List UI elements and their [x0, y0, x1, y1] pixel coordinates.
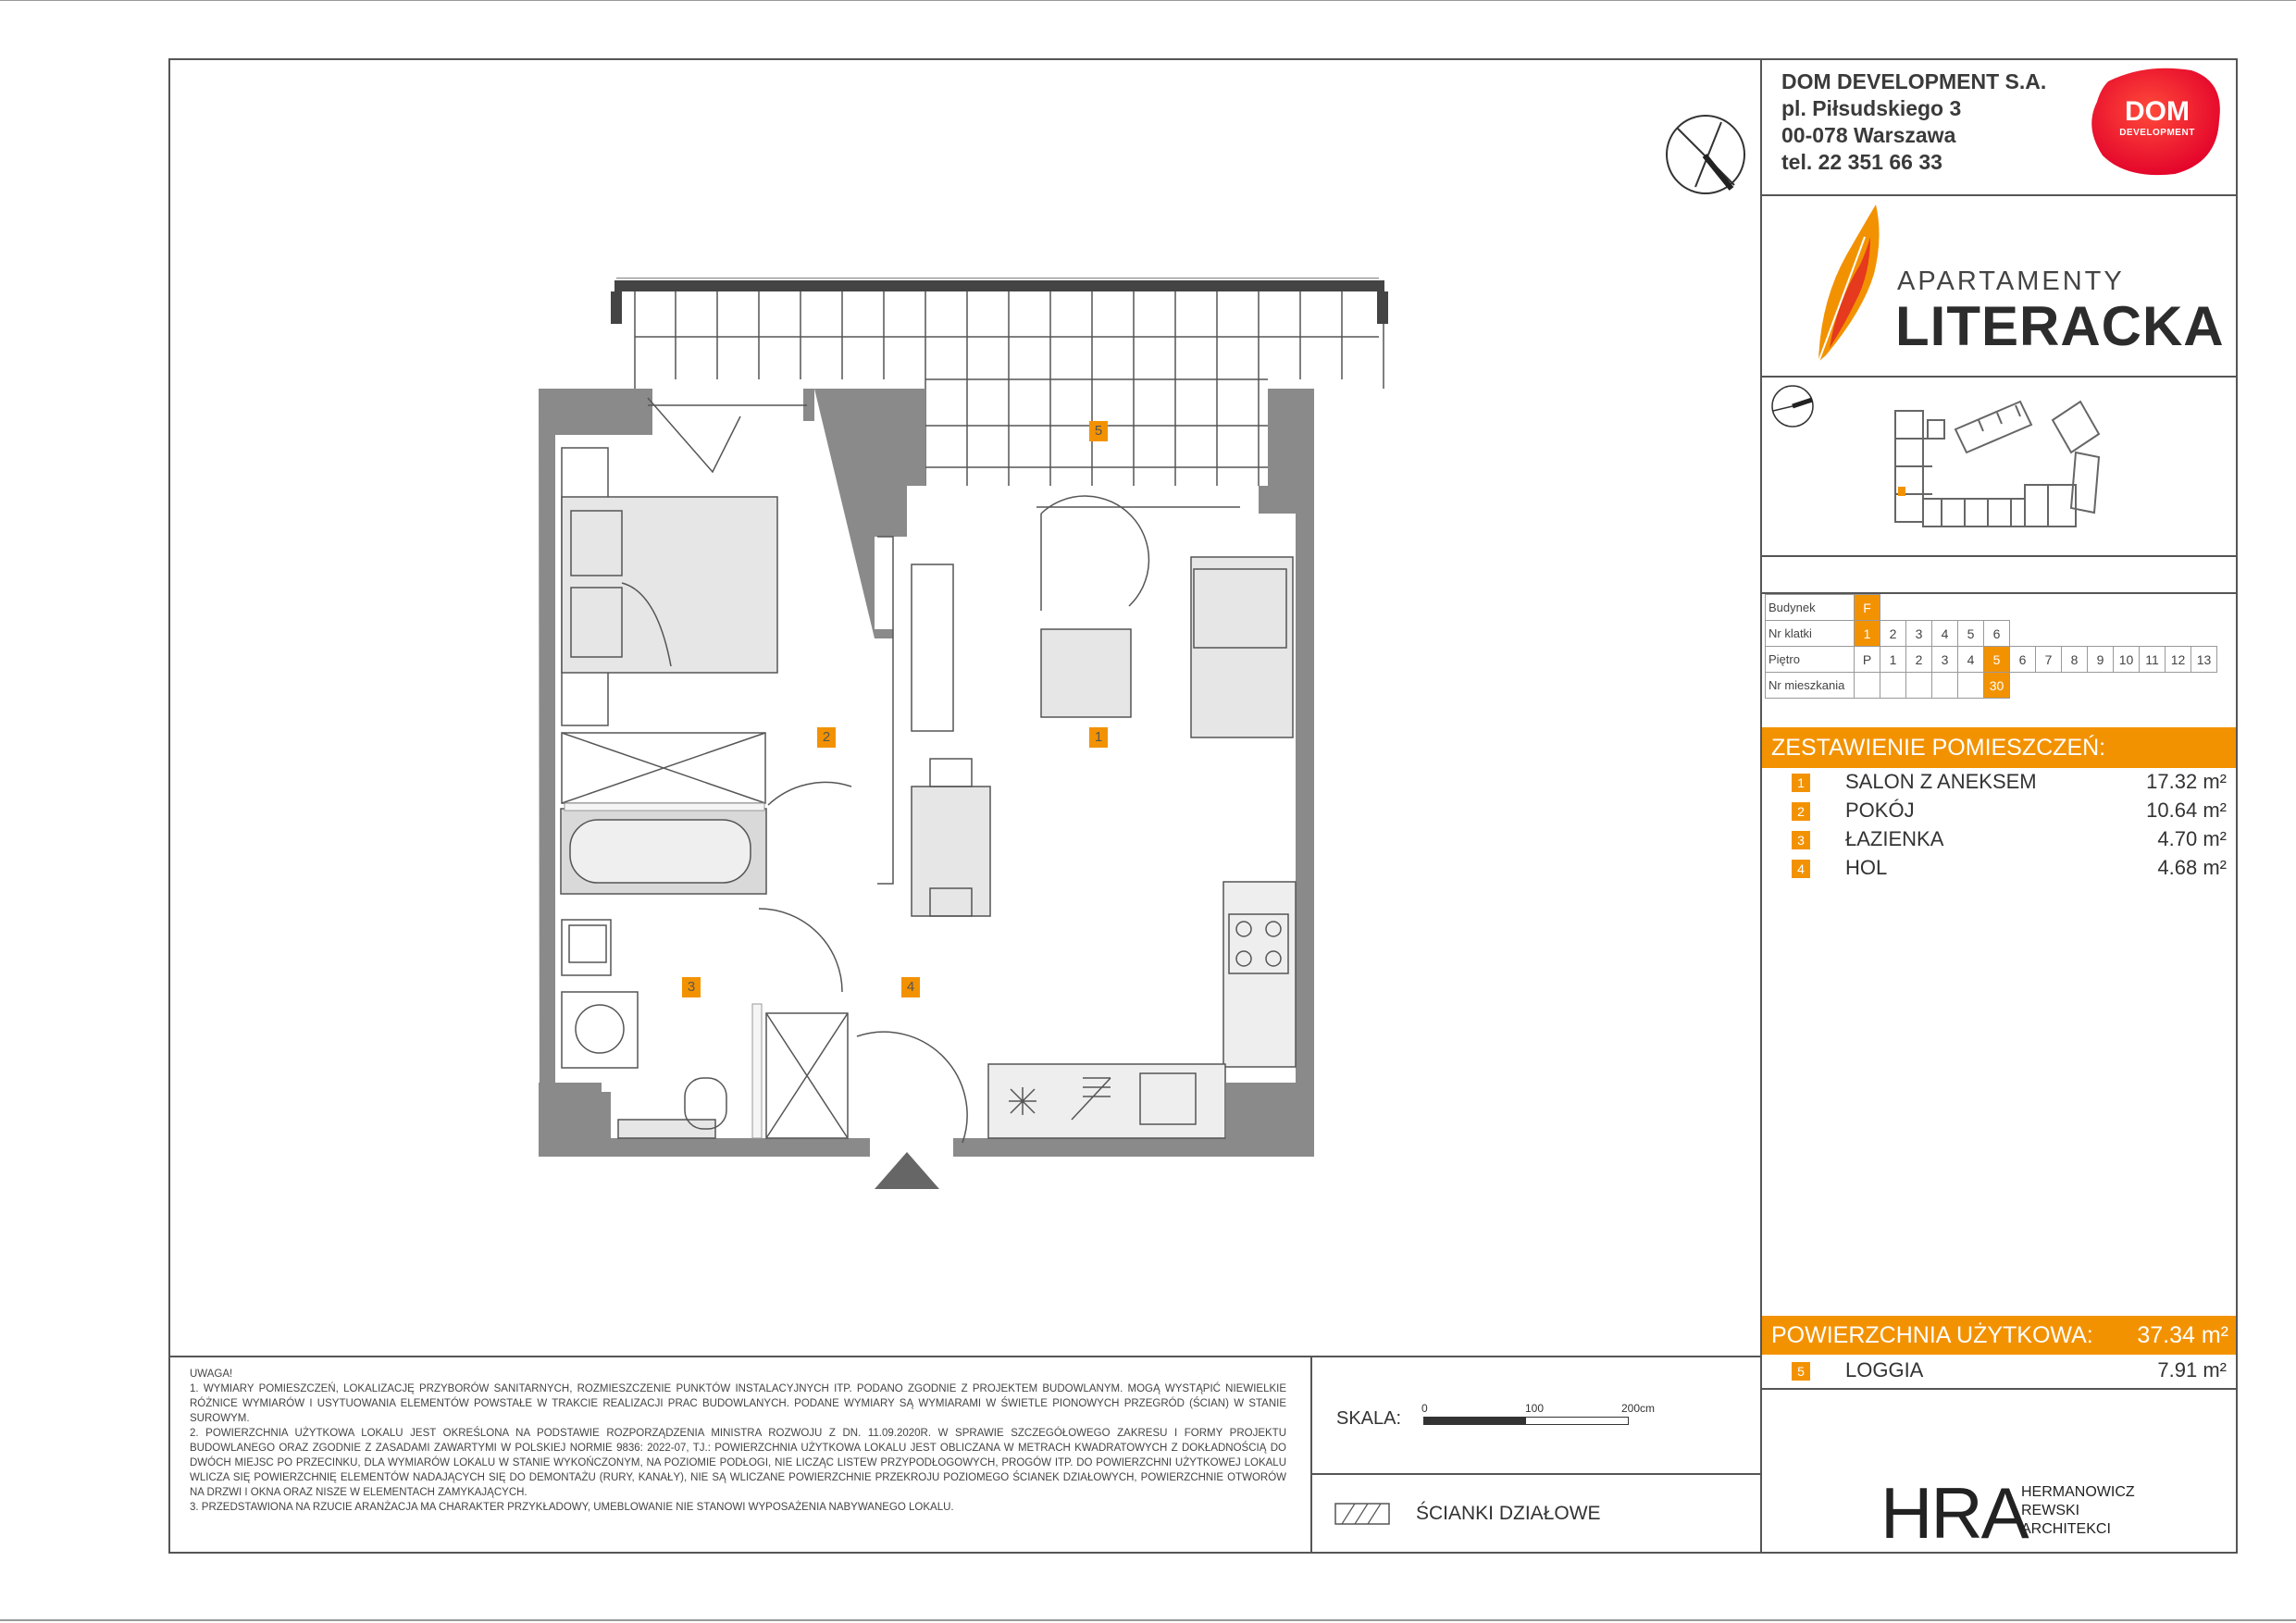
room-area: 17.32 m² — [2146, 770, 2227, 793]
divider — [1760, 194, 2238, 196]
grid-row — [1766, 595, 2217, 621]
grid-cell: 11 — [2140, 647, 2166, 673]
grid-cell: 3 — [1906, 621, 1932, 647]
grid-row-label: Nr mieszkania — [1766, 673, 1855, 699]
divider — [168, 1356, 1762, 1357]
plan-label-pokoj: 2 — [817, 727, 836, 748]
room-area: 7.91 m² — [2157, 1358, 2227, 1381]
grid-cell — [1855, 673, 1880, 699]
company-name: DOM DEVELOPMENT S.A. — [1781, 69, 2047, 93]
scale-tick-0: 0 — [1421, 1402, 1428, 1415]
architect-line: HERMANOWICZ — [2021, 1484, 2135, 1500]
room-row — [1762, 825, 2236, 855]
room-row — [1762, 854, 2236, 884]
total-bar — [1762, 1316, 2236, 1355]
grid-cell: 3 — [1932, 647, 1958, 673]
room-area: 4.68 m² — [2157, 856, 2227, 879]
grid-cell: P — [1855, 647, 1880, 673]
grid-cell: 8 — [2062, 647, 2088, 673]
company-street: pl. Piłsudskiego 3 — [1781, 96, 1962, 120]
grid-cell: F — [1855, 595, 1880, 621]
architect-logo: HRA — [1880, 1472, 2028, 1554]
room-name: LOGGIA — [1845, 1358, 1924, 1381]
grid-cell — [1958, 673, 1984, 699]
grid-cell — [1932, 673, 1958, 699]
project-line2: LITERACKA — [1895, 295, 2225, 357]
grid-cell: 13 — [2191, 647, 2217, 673]
grid-row-label: Piętro — [1766, 647, 1855, 673]
grid-cell: 6 — [1984, 621, 2010, 647]
divider — [1760, 1388, 2238, 1390]
scale-label: SKALA: — [1336, 1408, 1402, 1429]
grid-row — [1766, 647, 2217, 673]
room-area: 4.70 m² — [2157, 827, 2227, 850]
grid-cell: 5 — [1958, 621, 1984, 647]
room-row — [1762, 768, 2236, 798]
grid-cell: 12 — [2166, 647, 2191, 673]
room-name: ŁAZIENKA — [1845, 827, 1944, 850]
grid-cell: 7 — [2036, 647, 2062, 673]
room-row-loggia — [1762, 1357, 2236, 1386]
divider — [1310, 1473, 1762, 1475]
company-phone: tel. 22 351 66 33 — [1781, 150, 1942, 174]
note-item: 1. WYMIARY POMIESZCZEŃ, LOKALIZACJĘ PRZYBORÓW SANITARNYCH, ROZMIESZCZENIE PUNKTÓW INSTALACYJNYCH ITP. PODANO ZGODNIE Z PROJEKTEM BUDOWLANYM. MOGĄ WYSTĄPIĆ NIEWIELKIE RÓŻNICE WYMIARÓW I USYTUOWANIA ELEMENTÓW POWSTAŁE W TRAKCIE REALIZACJI PRAC BUDOWLANYCH. PODANE WYMIARY SĄ WYMIARAMI W ŚWIETLE PIONOWYCH PRZEGRÓD (ŚCIAN) W STANIE SUROWYM. — [190, 1383, 1286, 1424]
selection-grid — [1765, 594, 2217, 699]
hatch-legend-icon — [1334, 1503, 1390, 1525]
room-number: 5 — [1792, 1362, 1810, 1381]
project-line1: APARTAMENTY — [1897, 266, 2125, 296]
grid-cell: 2 — [1906, 647, 1932, 673]
total-label: POWIERZCHNIA UŻYTKOWA: — [1771, 1322, 2093, 1348]
grid-cell — [1906, 673, 1932, 699]
room-number: 1 — [1792, 774, 1810, 792]
divider — [1760, 376, 2238, 378]
room-name: SALON Z ANEKSEM — [1845, 770, 2037, 793]
grid-cell: 4 — [1958, 647, 1984, 673]
note-item: 2. POWIERZCHNIA UŻYTKOWA LOKALU JEST OKREŚLONA NA PODSTAWIE ROZPORZĄDZENIA MINISTRA ROZWOJU Z DN. 11.09.2020R. W SPRAWIE SZCZEGÓŁOWEGO ZAKRESU I FORMY PROJEKTU BUDOWLANEGO ORAZ ZGODNIE Z ZASADAMI ZAWARTYMI W POLSKIEJ NORMIE 9836: 2022-07, TJ.: POWIERZCHNIA UŻYTKOWA LOKALU JEST OBLICZANA W METRACH KWADRATOWYCH Z DOKŁADNOŚCIĄ DO DWÓCH MIEJSC PO PRZECINKU, DLA WYMIARÓW LOKALU W STANIE WYKOŃCZONYM, NA POZIOMIE PODŁOGI, NIE LICZĄC LISTEW PRZYPODŁOGOWYCH, PROGÓW ITP. DO POWIERZCHNI UŻYTKOWEJ LOKALU WLICZA SIĘ POWIERZCHNIĘ ELEMENTÓW NADAJĄCYCH SIĘ DO DEMONTAŻU (RURY, KANAŁY), NIE SĄ WLICZANE POWIERZCHNIE PRZEKROJU POZIOMEGO ŚCIANEK DZIAŁOWYCH, POWIERZCHNIE OTWORÓW NA DRZWI I OKNA ORAZ NISZE W ELEMENTACH ZAMYKAJĄCYCH. — [190, 1428, 1286, 1498]
room-name: HOL — [1845, 856, 1888, 879]
grid-cell: 10 — [2114, 647, 2140, 673]
grid-cell: 1 — [1855, 621, 1880, 647]
architect-line: REWSKI — [2021, 1503, 2080, 1518]
room-name: POKÓJ — [1845, 799, 1915, 822]
company-info — [1781, 68, 2046, 176]
grid-cell — [1880, 673, 1906, 699]
legend-label: ŚCIANKI DZIAŁOWE — [1416, 1503, 1601, 1524]
plan-label-lazienka: 3 — [682, 977, 701, 997]
grid-row-label: Nr klatki — [1766, 621, 1855, 647]
logo-subtext: DEVELOPMENT — [2119, 128, 2195, 138]
room-number: 2 — [1792, 802, 1810, 821]
plan-label-salon: 1 — [1089, 727, 1108, 748]
site-plan-thumbnail — [1877, 383, 2117, 550]
room-number: 3 — [1792, 831, 1810, 849]
feather-icon — [1809, 200, 1893, 366]
dom-logo — [2090, 63, 2225, 178]
compass-small-icon — [1769, 383, 1816, 429]
room-area: 10.64 m² — [2146, 799, 2227, 822]
grid-cell: 30 — [1984, 673, 2010, 699]
summary-title: ZESTAWIENIE POMIESZCZEŃ: — [1762, 727, 2236, 768]
divider — [1760, 555, 2238, 557]
scale-tick-200: 200cm — [1621, 1402, 1656, 1415]
grid-cell: 2 — [1880, 621, 1906, 647]
grid-cell: 5 — [1984, 647, 2010, 673]
total-area: 37.34 m² — [2137, 1322, 2228, 1348]
grid-cell: 4 — [1932, 621, 1958, 647]
grid-row — [1766, 673, 2217, 699]
note-item: 3. PRZEDSTAWIONA NA RZUCIE ARANŻACJA MA CHARAKTER PRZYKŁADOWY, UMEBLOWANIE NIE STANOWI WYPOSAŻENIA NABYWANEGO LOKALU. — [190, 1502, 954, 1513]
room-number: 4 — [1792, 860, 1810, 878]
grid-cell: 1 — [1880, 647, 1906, 673]
plan-label-hol: 4 — [901, 977, 920, 997]
grid-row-label: Budynek — [1766, 595, 1855, 621]
divider — [1310, 1356, 1312, 1554]
architect-line: ARCHITEKCI — [2021, 1521, 2111, 1537]
scale-bar — [1423, 1417, 1629, 1425]
plan-label-loggia: 5 — [1089, 421, 1108, 441]
grid-cell: 9 — [2088, 647, 2114, 673]
floor-plan — [537, 278, 1407, 1194]
notes-title: UWAGA! — [190, 1369, 233, 1380]
logo-text: DOM — [2125, 96, 2190, 127]
room-row — [1762, 797, 2236, 826]
scale-tick-100: 100 — [1525, 1402, 1545, 1415]
grid-row — [1766, 621, 2217, 647]
notes-block — [190, 1367, 1286, 1515]
architect-name — [2021, 1483, 2135, 1539]
grid-cell: 6 — [2010, 647, 2036, 673]
company-city: 00-078 Warszawa — [1781, 123, 1956, 147]
compass-icon — [1664, 113, 1747, 196]
